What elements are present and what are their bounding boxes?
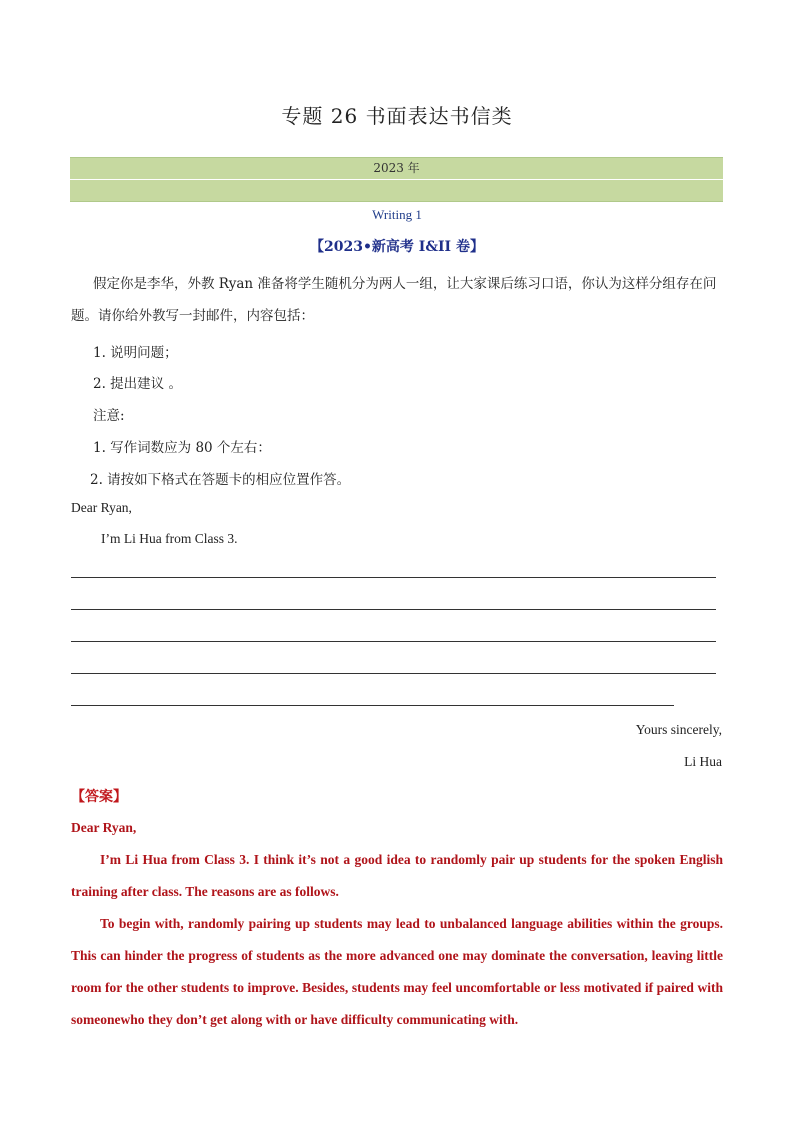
writing-label: Writing 1: [372, 207, 422, 222]
note-label: 注意:: [93, 408, 125, 424]
answer-line: [71, 705, 674, 706]
answer-paragraph-2: To begin with, randomly pairing up students may lead to unbalanced language abilities within the groups. This can hinder the progress of students as the more advanced one may dominate the conversation, leaving little room for the other students to improve. Besides, students may feel uncomfortable or less motivated if paired with someonewho they don’t get along with or have difficulty communicating with.: [71, 916, 723, 1027]
answer-paragraph-1: I’m Li Hua from Class 3. I think it’s not a good idea to randomly pair up students for the spoken English training after class. The reasons are as follows.: [71, 852, 723, 899]
answer-line: [71, 609, 716, 610]
prompt-text: 假定你是李华，外教 Ryan 准备将学生随机分为两人一组，让大家课后练习口语，你认为这样分组存在问题。请你给外教写一封邮件，内容包括：: [71, 276, 717, 324]
note-1: 1. 写作词数应为 80 个左右：: [93, 440, 271, 456]
letter-closing: Yours sincerely,: [635, 722, 722, 737]
letter-opening: I’m Li Hua from Class 3.: [101, 531, 238, 546]
year-banner-label: 2023 年: [70, 158, 723, 180]
answer-line: [71, 673, 716, 674]
letter-signature: Li Hua: [684, 754, 722, 769]
point-2: 2. 提出建议 。: [93, 376, 182, 392]
exam-source: 【2023•新高考 I&II 卷】: [310, 239, 484, 255]
year-banner: [70, 157, 723, 202]
letter-greeting: Dear Ryan,: [71, 500, 132, 515]
answer-greeting: Dear Ryan,: [71, 820, 137, 835]
note-2: 2. 请按如下格式在答题卡的相应位置作答。: [90, 472, 351, 488]
answer-line: [71, 577, 716, 578]
point-1: 1. 说明问题；: [93, 345, 178, 361]
answer-tag: 【答案】: [71, 789, 127, 805]
answer-line: [71, 641, 716, 642]
page-title: 专题 26 书面表达书信类: [281, 104, 513, 128]
